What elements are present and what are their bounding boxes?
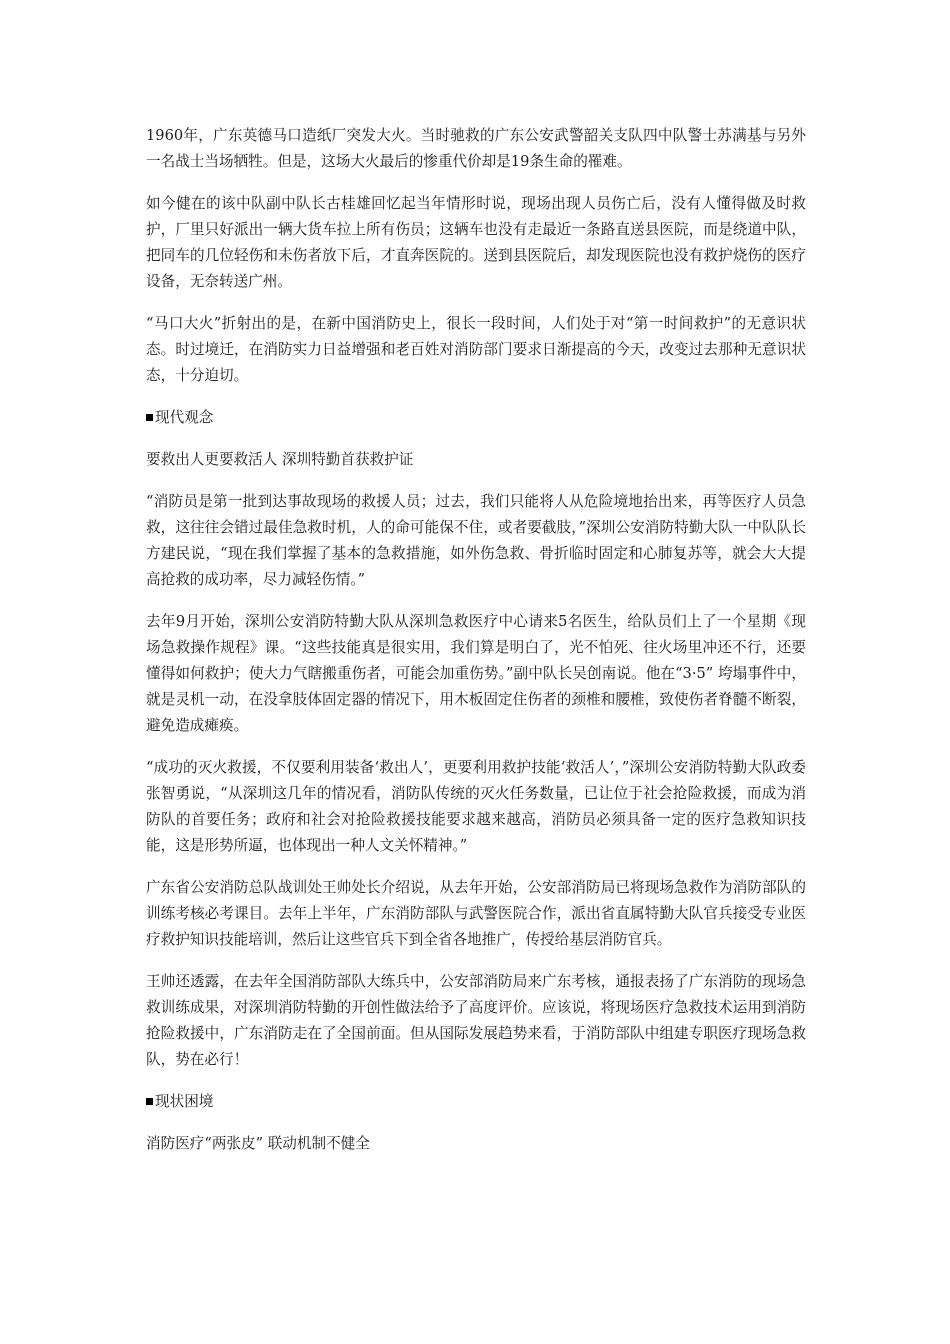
section-heading-text: 现代观念 xyxy=(155,409,214,426)
paragraph-3: “马口大火”折射出的是，在新中国消防史上，很长一段时间，人们处于对“第一时间救护”的无意识状态。时过境迁，在消防实力日益增强和老百姓对消防部门要求日渐提高的今天，改变过去那种无意识状态，十分迫切。 xyxy=(146,315,806,384)
paragraph-7: 广东省公安消防总队战训处王帅处长介绍说，从去年开始，公安部消防局已将现场急救作为消防部队的训练考核必考课目。去年上半年，广东消防部队与武警医院合作，派出省直属特勤大队官兵接受专业医疗救护知识技能培训，然后让这些官兵下到全省各地推广，传授给基层消防官兵。 xyxy=(146,879,806,948)
subheading-1: 要救出人更要救活人 深圳特勤首获救护证 xyxy=(146,451,414,468)
paragraph-5: 去年9月开始，深圳公安消防特勤大队从深圳急救医疗中心请来5名医生，给队员们上了一个星期《现场急救操作规程》课。“这些技能真是很实用，我们算是明白了，光不怕死、往火场里冲还不行，还要懂得如何救护；使大力气瞎搬重伤者，可能会加重伤势。”副中队长吴创南说。他在“3·5” 垮塌事件中，就是灵机一动，在没拿肢体固定器的情况下，用木板固定住伤者的颈椎和腰椎，致使伤者脊髓不断裂，避免造成瘫痪。 xyxy=(146,613,806,734)
section-heading-text: 现状困境 xyxy=(155,1093,214,1110)
section-heading-current-dilemma xyxy=(146,1089,806,1115)
black-square-icon xyxy=(146,1098,153,1105)
subheading-2: 消防医疗“两张皮” 联动机制不健全 xyxy=(146,1135,370,1152)
paragraph-2: 如今健在的该中队副中队长古桂雄回忆起当年情形时说，现场出现人员伤亡后，没有人懂得做及时救护，厂里只好派出一辆大货车拉上所有伤员；这辆车也没有走最近一条路直送县医院，而是绕道中队，把同车的几位轻伤和未伤者放下后，才直奔医院的。送到县医院后，却发现医院也没有救护烧伤的医疗设备，无奈转送广州。 xyxy=(146,195,806,290)
black-square-icon xyxy=(146,414,153,421)
paragraph-4: “消防员是第一批到达事故现场的救援人员；过去，我们只能将人从危险境地抬出来，再等医疗人员急救，这往往会错过最佳急救时机，人的命可能保不住，或者要截肢，”深圳公安消防特勤大队一中队队长方建民说，“现在我们掌握了基本的急救措施，如外伤急救、骨折临时固定和心肺复苏等，就会大大提高抢救的成功率，尽力减轻伤情。” xyxy=(146,493,806,588)
section-heading-modern-concept xyxy=(146,405,806,431)
paragraph-8: 王帅还透露，在去年全国消防部队大练兵中，公安部消防局来广东考核，通报表扬了广东消防的现场急救训练成果，对深圳消防特勤的开创性做法给予了高度评价。应该说，将现场医疗急救技术运用到消防抢险救援中，广东消防走在了全国前面。但从国际发展趋势来看，于消防部队中组建专职医疗现场急救队，势在必行！ xyxy=(146,973,806,1068)
article-body xyxy=(146,123,806,1173)
paragraph-6: “成功的灭火救援，不仅要利用装备‘救出人’，更要利用救护技能‘救活人’，”深圳公安消防特勤大队政委张智勇说，“从深圳这几年的情况看，消防队传统的灭火任务数量，已让位于社会抢险救援，而成为消防队的首要任务；政府和社会对抢险救援技能要求越来越高，消防员必须具备一定的医疗急救知识技能，这是形势所逼，也体现出一种人文关怀精神。” xyxy=(146,759,806,854)
paragraph-1: 1960年，广东英德马口造纸厂突发大火。当时驰救的广东公安武警韶关支队四中队警士苏满基与另外一名战士当场牺牲。但是，这场大火最后的惨重代价却是19条生命的罹难。 xyxy=(146,127,806,170)
